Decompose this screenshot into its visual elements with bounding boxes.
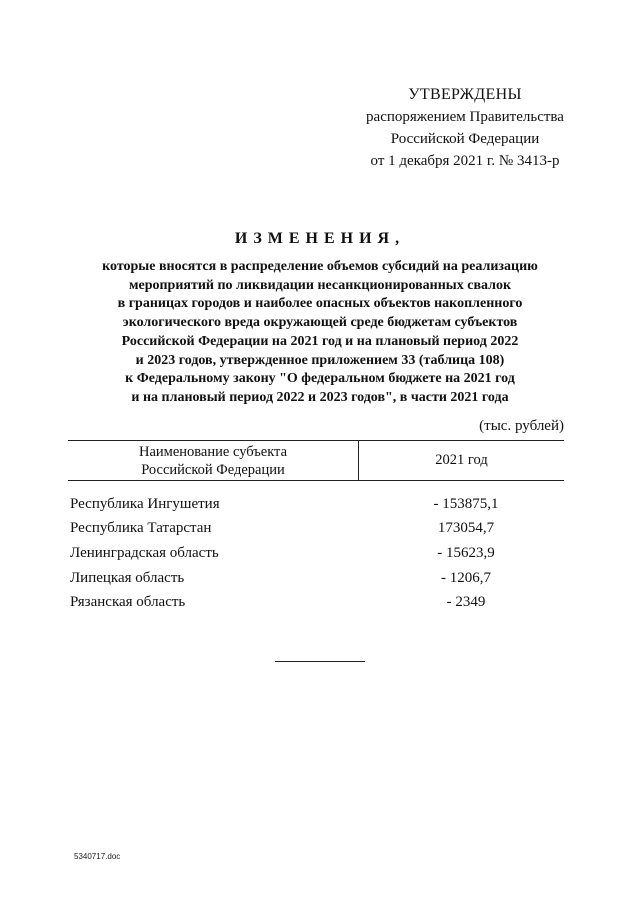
amount-value: - 15623,9: [437, 544, 495, 561]
approval-title: УТВЕРЖДЕНЫ: [408, 86, 522, 103]
amount-value: - 2349: [446, 594, 486, 611]
units-label: (тыс. рублей): [479, 418, 564, 434]
approval-line: Российской Федерации: [390, 131, 540, 147]
header-region-line: Российской Федерации: [141, 461, 285, 478]
subtitle-line: и 2023 годов, утвержденное приложением 33 (таблица 108): [135, 352, 505, 368]
region-name: Республика Ингушетия: [70, 495, 220, 512]
approval-date-number: от 1 декабря 2021 г. № 3413-р: [370, 153, 560, 169]
header-cell-region: [68, 441, 359, 480]
subtitle-line: Российской Федерации на 2021 год и на плановый период 2022: [121, 333, 519, 349]
subtitle-line: мероприятий по ликвидации несанкционированных свалок: [128, 277, 512, 293]
header-cell-year: 2021 год: [435, 452, 488, 468]
table-row: [70, 541, 564, 566]
table-row: [70, 517, 564, 542]
table-row: [70, 492, 564, 517]
subtitle-line: в границах городов и наиболее опасных объектов накопленного: [117, 296, 523, 312]
table-row: [70, 566, 564, 591]
document-subtitle: [60, 258, 580, 408]
table-header: [68, 440, 564, 481]
region-name: Республика Татарстан: [70, 520, 212, 537]
table-row: [70, 590, 564, 615]
amount-value: - 153875,1: [433, 495, 499, 512]
amount-value: 173054,7: [437, 520, 495, 537]
table-body: [70, 492, 564, 615]
amount-value: - 1206,7: [441, 569, 491, 586]
subtitle-line: и на плановый период 2022 и 2023 годов", в части 2021 года: [131, 389, 509, 405]
document-title: ИЗМЕНЕНИЯ,: [234, 230, 406, 247]
header-region-line: Наименование субъекта: [138, 443, 288, 460]
approval-block: [330, 84, 600, 172]
region-name: Липецкая область: [70, 569, 185, 586]
end-divider: [275, 661, 365, 662]
approval-line: распоряжением Правительства: [366, 109, 564, 125]
region-name: Ленинградская область: [70, 544, 219, 561]
subtitle-line: к Федеральному закону "О федеральном бюджете на 2021 год: [125, 371, 515, 387]
subtitle-line: экологического вреда окружающей среде бюджетам субъектов: [122, 315, 518, 331]
region-name: Рязанская область: [70, 594, 186, 611]
subtitle-line: которые вносятся в распределение объемов субсидий на реализацию: [102, 259, 538, 274]
footer-filename: 5340717.doc: [74, 852, 121, 861]
